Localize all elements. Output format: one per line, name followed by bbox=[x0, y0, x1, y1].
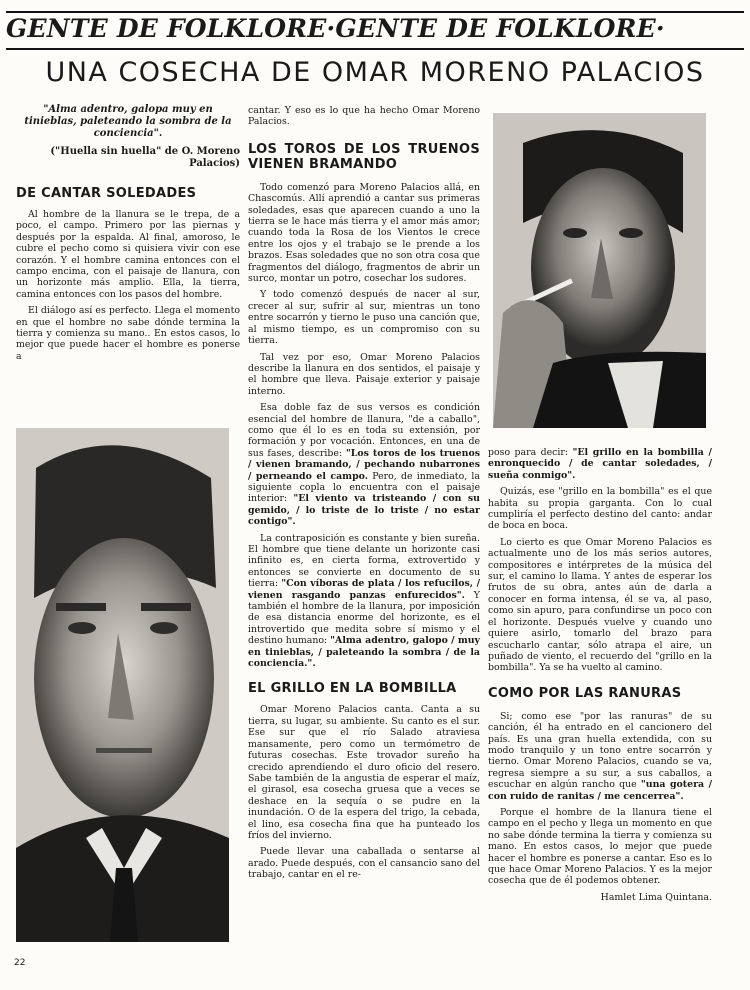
portrait-photo-right bbox=[493, 113, 706, 428]
text-run: La contraposición es constante y bien sureña. El hombre que tiene delante un horizonte casi infinito es, en cierta forma, extrovertido y entonces se convierte en documento de su tierra: bbox=[248, 532, 480, 590]
column-1-top bbox=[16, 104, 240, 367]
paragraph: Quizás, ese "grillo en la bombilla" es el que habita su propia garganta. Con lo cual cumpliría el perfecto destino del canto: andar de boca en boca. bbox=[488, 486, 712, 532]
section-heading-toros-truenos: LOS TOROS DE LOS TRUENOS VIENEN BRAMANDO bbox=[248, 141, 480, 172]
paragraph: Omar Moreno Palacios canta. Canta a su tierra, su lugar, su ambiente. Su canto es el sur. Ese sur que el río Salado atraviesa mansamente, pero como un termómetro de futuras cosechas. Este trovador sureño ha crecido aprendiendo el duro oficio del resero. Sabe también de la angustia de esperar el maíz, el girasol, esa cosecha gruesa que a veces se deshace en la sequía o se pudre en la inundación. O de la espera del trigo, la cebada, el lino, esa cosecha fina que ha punteado los fríos del invierno. bbox=[248, 704, 480, 841]
section-heading-como-por-ranuras: COMO POR LAS RANURAS bbox=[488, 685, 682, 701]
header-top-rule bbox=[6, 11, 744, 13]
paragraph: Y todo comenzó después de nacer al sur, crecer al sur, sufrir al sur, mientras un tono entre socarrón y tierno le puso una canción que, al mismo tiempo, es un compromiso con su tierra. bbox=[248, 289, 480, 347]
verse-quote: "una gotera / con ruido de ranitas / me cencerrea". bbox=[488, 779, 712, 802]
paragraph bbox=[488, 711, 712, 802]
verse-quote: "El viento va tristeando / con su gemido, / lo triste de lo triste / no estar contigo". bbox=[248, 493, 480, 528]
paragraph: Al hombre de la llanura se le trepa, de a poco, el campo. Primero por las piernas y después por la espalda. Al final, amoroso, le cubre el pecho como si quisiera vivir con ese corazón. Y el hombre camina entonces con el campo encima, con el paisaje de llanura, con un horizonte más amplio. Ella, la tierra, camina entonces con los pasos del hombre. bbox=[16, 209, 240, 300]
paragraph bbox=[248, 402, 480, 527]
paragraph: Tal vez por eso, Omar Moreno Palacios describe la llanura en dos sentidos, el paisaje y el hombre que lleva. Paisaje exterior y paisaje interno. bbox=[248, 351, 480, 397]
paragraph: Porque el hombre de la llanura tiene el campo en el pecho y llega un momento en que no sabe dónde termina la tierra y comienza su mano. En estos casos, lo mejor que puede hacer el hombre es ponerse a cantar. Eso es lo que hace Omar Moreno Palacios. Y es la mejor cosecha que de él podemos obtener. bbox=[488, 806, 712, 887]
paragraph: Puede llevar una caballada o sentarse al arado. Puede después, con el cansancio sano del trabajo, cantar en el re- bbox=[248, 846, 480, 881]
paragraph bbox=[488, 447, 712, 481]
verse-quote: "Alma adentro, galopo / muy en tinieblas, / paleteando la sombra / de la conciencia.". bbox=[248, 635, 480, 670]
text-run: Y también el hombre de la llanura, por imposición de esa distancia enorme del horizonte, es el introvertido que medita sobre sí mismo y el destino humano: bbox=[248, 589, 480, 647]
text-run: Esa doble faz de sus versos es condición esencial del hombre de llanura, "de a caballo", como que él lo es en toda su extensión, por formación y por vocación. Entonces, en una de sus fases, describe: bbox=[248, 402, 480, 459]
column-2 bbox=[248, 105, 480, 886]
paragraph: El diálogo así es perfecto. Llega el momento en que el hombre no sabe dónde termina la tierra y comienza su mano.. En estos casos, lo mejor que puede hacer el hombre es ponerse a bbox=[16, 305, 240, 362]
portrait-photo-left bbox=[16, 428, 229, 942]
paragraph: Todo comenzó para Moreno Palacios allá, en Chascomús. Allí aprendió a cantar sus primeras soledades, esas que aparecen cuando a uno la tierra se le hace más tierra y el amor más amor; cuando toda la Rosa de los Vientos le crece entre los ojos y el trabajo se le prende a los brazos. Esas soledades que no son otra cosa que fragmentos del diálogo, fragmentos de abrir un surco, montar un potro, cosechar los sudores. bbox=[248, 181, 480, 285]
page-number: 22 bbox=[14, 958, 26, 968]
column-3 bbox=[488, 447, 712, 903]
text-run: Si; como ese "por las ranuras" de su canción, él ha entrado en el cancionero del país. Es una gran huella extendida, con su modo tranquilo y un tono entre socarrón y tierno. Omar Moreno Palacios, cuando se va, regresa siempre a su sur, a sus caballos, a escuchar en algún rancho que bbox=[488, 710, 712, 791]
series-header: GENTE DE FOLKLORE·GENTE DE FOLKLORE· bbox=[6, 14, 665, 43]
verse-quote: "Los toros de los truenos / vienen bramando, / pechando nubarrones / perneando el campo. bbox=[248, 447, 480, 482]
text-run: Pero, de inmediato, la siguiente copla lo encuentra con el paisaje interior: bbox=[248, 470, 480, 505]
epigraph-source: ("Huella sin huella" de O. Moreno Palacios) bbox=[50, 146, 240, 169]
article-title: UNA COSECHA DE OMAR MORENO PALACIOS bbox=[45, 57, 705, 88]
header-bottom-rule bbox=[6, 48, 744, 50]
paragraph: cantar. Y eso es lo que ha hecho Omar Moreno Palacios. bbox=[248, 105, 480, 128]
author-signature: Hamlet Lima Quintana. bbox=[600, 891, 712, 903]
paragraph bbox=[248, 533, 480, 670]
text-run: poso para decir: bbox=[488, 447, 573, 458]
verse-quote: "Con víboras de plata / los refucilos, / vienen rasgando panzas enfurecidos". bbox=[248, 578, 480, 601]
epigraph-quote: "Alma adentro, galopa muy en tinieblas, paleteando la sombra de la conciencia". bbox=[24, 104, 232, 139]
paragraph: Lo cierto es que Omar Moreno Palacios es actualmente uno de los más serios autores, compositores e intérpretes de la música del sur, el camino lo llama. Y antes de esperar los frutos de su obra, antes aún de darla a conocer en forma intensa, él se va, al paso, como sin apuro, para confundirse un poco con el horizonte. Después vuelve y cuando uno quiere asirlo, tomarlo del brazo para escucharlo cantar, sólo atrapa el aire, un puñado de viento, el recuerdo del "grillo en la bombilla". Ya se ha vuelto al camino. bbox=[488, 536, 712, 674]
section-heading-grillo-bombilla: EL GRILLO EN LA BOMBILLA bbox=[248, 681, 457, 697]
section-heading-cantar-soledades: DE CANTAR SOLEDADES bbox=[16, 186, 197, 201]
verse-quote: "El grillo en la bombilla / enronquecido / de cantar soledades, / sueña conmigo". bbox=[488, 447, 712, 481]
